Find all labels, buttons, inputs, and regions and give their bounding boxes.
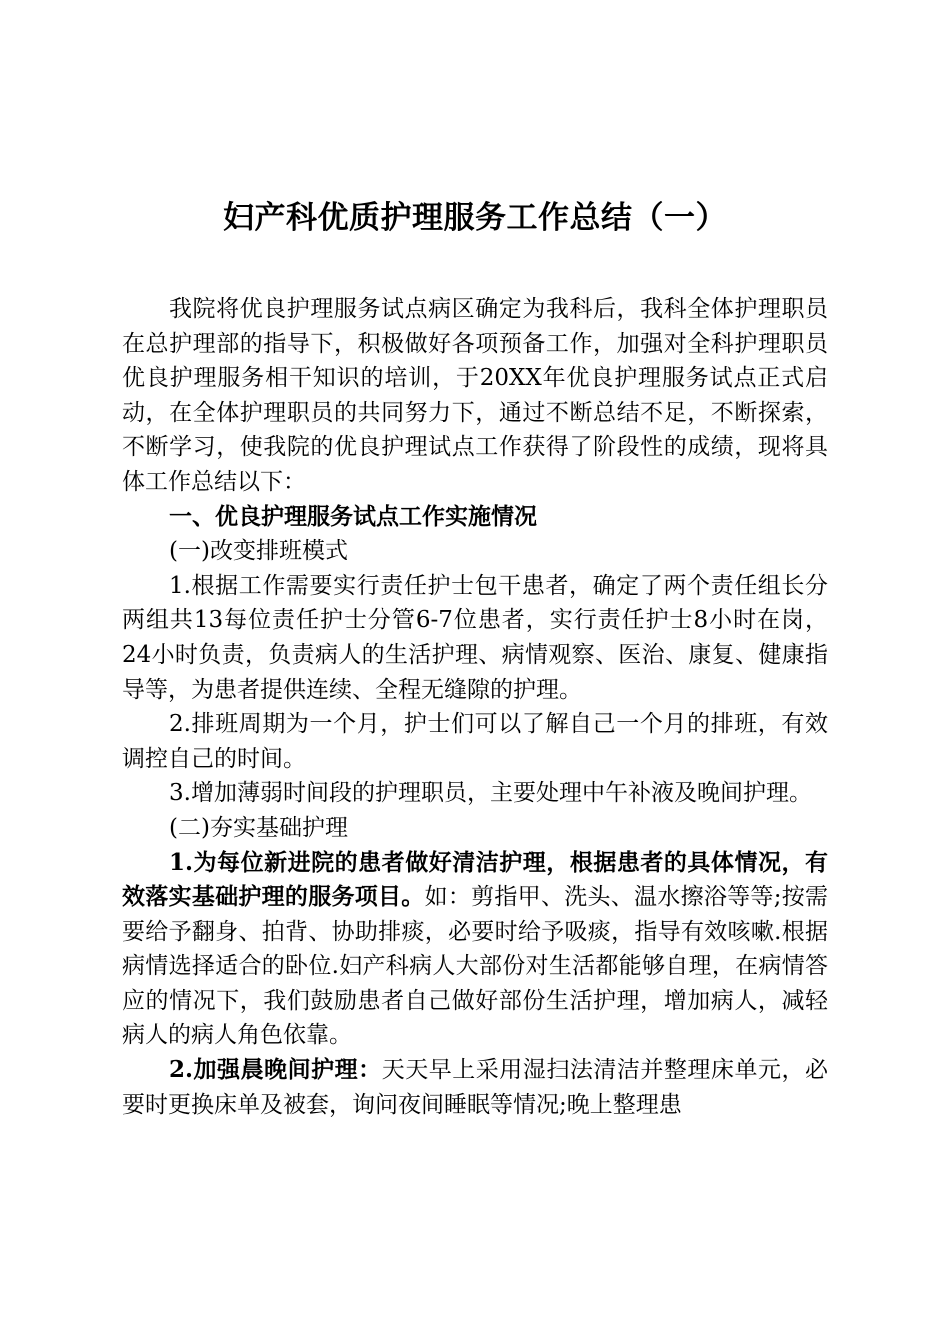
subsection-heading-2: (二)夯实基础护理 [169,814,348,841]
sub2-paragraph-1-text: 如：剪指甲、洗头、温水擦浴等等;按需要给予翻身、拍背、协助排痰，必要时给予吸痰，指导有效咳嗽.根据病情选择适合的卧位.妇产科病人大部份对生活都能够自理，在病情答应的情况下，我们鼓励患者自己做好部份生活护理，增加病人，减轻病人的病人角色依靠。 [122,884,829,1049]
intro-paragraph: 我院将优良护理服务试点病区确定为我科后，我科全体护理职员在总护理部的指导下，积极做好各项预备工作，加强对全科护理职员优良护理服务相干知识的培训，于20XX年优良护理服务试点正式启动，在全体护理职员的共同努力下，通过不断总结不足，不断探索，不断学习，使我院的优良护理试点工作获得了阶段性的成绩，现将具体工作总结以下： [122,296,828,495]
sub2-paragraph-1 [122,846,828,1054]
subsection-heading-1: (一)改变排班模式 [169,538,348,565]
sub1-paragraph-3: 3.增加薄弱时间段的护理职员，主要处理中午补液及晚间护理。 [169,780,812,807]
sub2-paragraph-2-lead: 2.加强晨晚间护理： [169,1056,382,1084]
sub2-paragraph-2-text: 天天早上采用湿扫法清洁并整理床单元，必要时更换床单及被套，询问夜间睡眠等情况;晚上整理患 [122,1057,829,1118]
sub1-paragraph-2: 2.排班周期为一个月，护士们可以了解自己一个月的排班，有效调控自己的时间。 [122,711,828,772]
section-heading-1: 一、优良护理服务试点工作实施情况 [169,502,537,530]
sub2-paragraph-1-lead: 1.为每位新进院的患者做好清洁护理，根据患者的具体情况，有效落实基础护理的服务项目。 [122,848,828,911]
document-body [122,292,828,1122]
sub1-paragraph-1: 1.根据工作需要实行责任护士包干患者，确定了两个责任组长分两组共13每位责任护士分管6-7位患者，实行责任护士8小时在岗，24小时负责，负责病人的生活护理、病情观察、医治、康复、健康指导等，为患者提供连续、全程无缝隙的护理。 [122,572,828,703]
sub2-paragraph-2 [122,1053,828,1122]
document-title: 妇产科优质护理服务工作总结（一） [223,200,727,236]
